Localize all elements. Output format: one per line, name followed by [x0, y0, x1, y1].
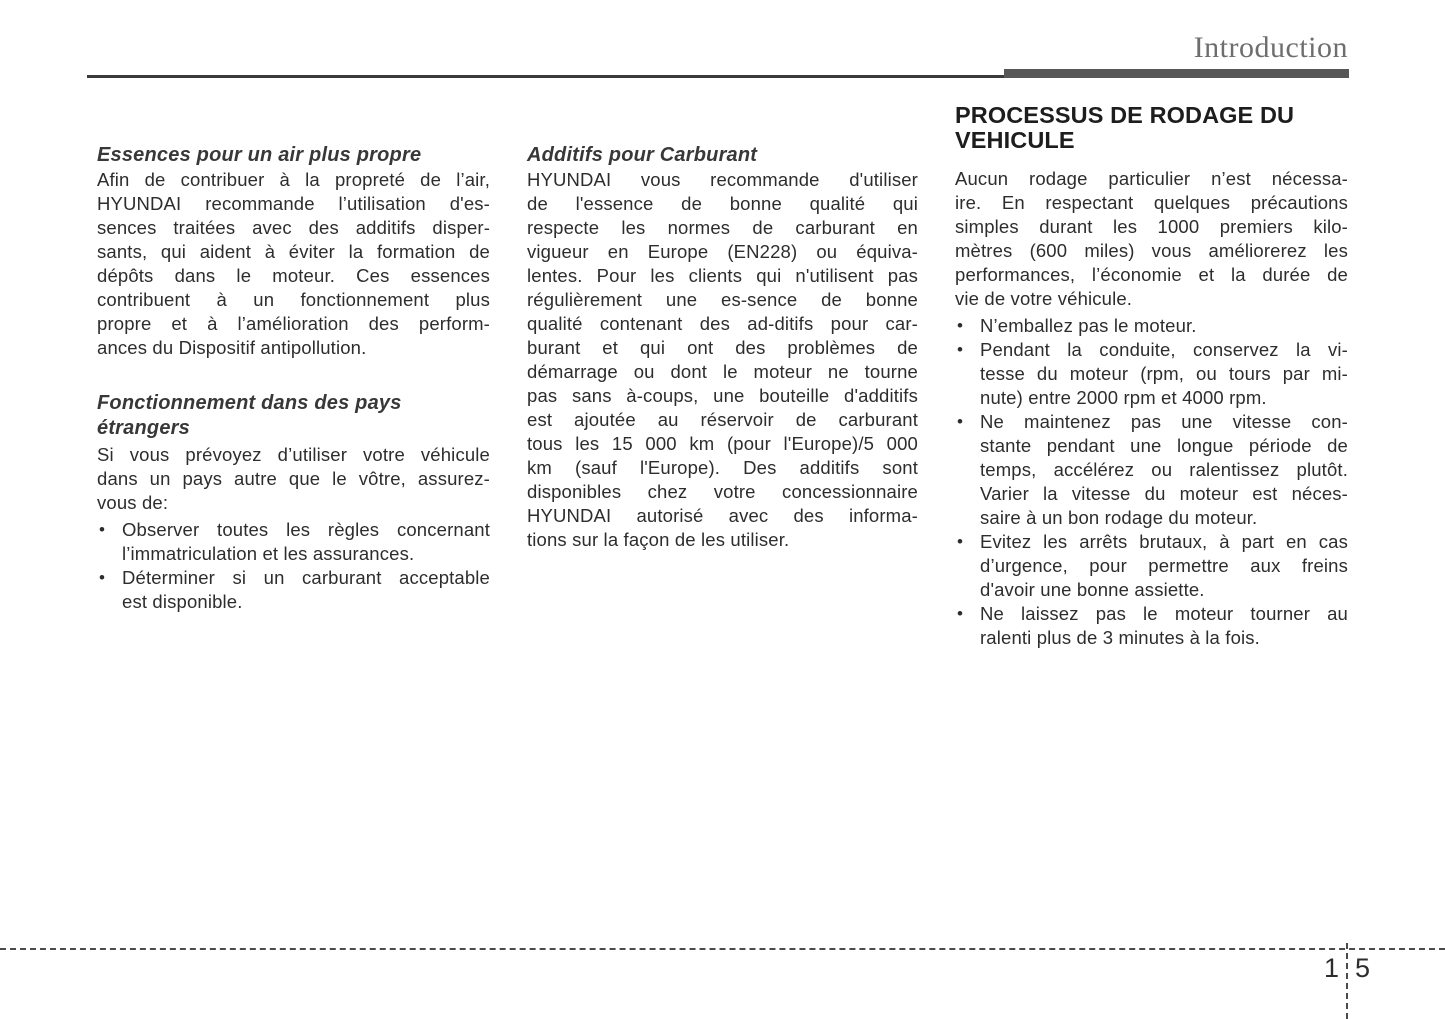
footer-vertical-dashed-divider: [1346, 943, 1348, 1019]
bullet-marker: •: [99, 520, 105, 539]
bullet-item: [955, 410, 1348, 530]
section-heading-additifs: Additifs pour Carburant: [527, 144, 758, 166]
section-heading-processus-rodage: PROCESSUS DE RODAGE DU VEHICULE: [955, 102, 1295, 153]
bullet-marker: •: [957, 412, 963, 431]
bullet-text: Ne maintenez pas une vitesse con- stante pendant une longue période de temps, accélérez ou ralentissez plutôt. Varier la vitesse du moteur est néces- saire à un bon rodage du moteur.: [980, 411, 1348, 528]
bullet-text: Observer toutes les règles concernant l’immatriculation et les assurances.: [122, 519, 490, 564]
bullet-text: Pendant la conduite, conservez la vi- tesse du moteur (rpm, ou tours par mi- nute) entre 2000 rpm et 4000 rpm.: [980, 339, 1348, 408]
header-rule-thick: [1004, 69, 1349, 78]
bullet-marker: •: [99, 568, 105, 587]
column-right: [955, 103, 1348, 650]
bullet-text: Déterminer si un carburant acceptable est disponible.: [122, 567, 490, 612]
bullet-item: [955, 314, 1348, 338]
bullet-text: N’emballez pas le moteur.: [980, 315, 1197, 336]
bullet-list-rodage: [955, 314, 1348, 650]
header-rule-thin: [87, 75, 1004, 78]
bullet-marker: •: [957, 604, 963, 623]
bullet-marker: •: [957, 316, 963, 335]
bullet-item: [955, 530, 1348, 602]
page-header-title: Introduction: [1193, 31, 1348, 64]
footer-page-number: 5: [1355, 953, 1371, 983]
paragraph-essences: Afin de contribuer à la propreté de l’air, HYUNDAI recommande l’utilisation d'es- sences traitées avec des additifs disper- sants, qui aident à éviter la formation de dépôts dans le moteur. Ces essences contribuent à un fonctionnement plus propre et à l’amélioration des perform- ances du Dispositif antipollution.: [97, 169, 490, 358]
section-heading-pays-etrangers: Fonctionnement dans des pays étrangers: [97, 392, 402, 439]
column-center: [527, 143, 918, 552]
section-heading-essences: Essences pour un air plus propre: [97, 144, 422, 166]
bullet-item: [97, 518, 490, 566]
bullet-text: Evitez les arrêts brutaux, à part en cas d’urgence, pour permettre aux freins d'avoir une bonne assiette.: [980, 531, 1348, 600]
bullet-marker: •: [957, 340, 963, 359]
footer-chapter-number: 1: [1324, 953, 1340, 983]
bullet-text: Ne laissez pas le moteur tourner au ralenti plus de 3 minutes à la fois.: [980, 603, 1348, 648]
footer-dashed-divider: [0, 948, 1445, 950]
bullet-item: [955, 602, 1348, 650]
column-left: [97, 143, 490, 614]
paragraph-additifs: HYUNDAI vous recommande d'utiliser de l'essence de bonne qualité qui respecte les normes de carburant en vigueur en Europe (EN228) ou équiva- lentes. Pour les clients qui n'utilisent pas régulièrement une es-sence de bonne qualité contenant des ad-ditifs pour car- burant et qui ont des problèmes de démarrage ou dont le moteur ne tourne pas sans à-coups, une bouteille d'additifs est ajoutée au réservoir de carburant tous les 15 000 km (pour l'Europe)/5 000 km (sauf l'Europe). Des additifs sont disponibles chez votre concessionnaire HYUNDAI autorisé avec des informa- tions sur la façon de les utiliser.: [527, 169, 918, 550]
paragraph-rodage-intro: Aucun rodage particulier n’est nécessa- ire. En respectant quelques précautions simples durant les 1000 premiers kilo- mètres (600 miles) vous améliorerez les performances, l’économie et la durée de vie de votre véhicule.: [955, 168, 1348, 309]
bullet-marker: •: [957, 532, 963, 551]
bullet-item: [955, 338, 1348, 410]
bullet-list-pays-etrangers: [97, 518, 490, 614]
bullet-item: [97, 566, 490, 614]
paragraph-pays-etrangers: Si vous prévoyez d’utiliser votre véhicule dans un pays autre que le vôtre, assurez- vous de:: [97, 444, 490, 513]
